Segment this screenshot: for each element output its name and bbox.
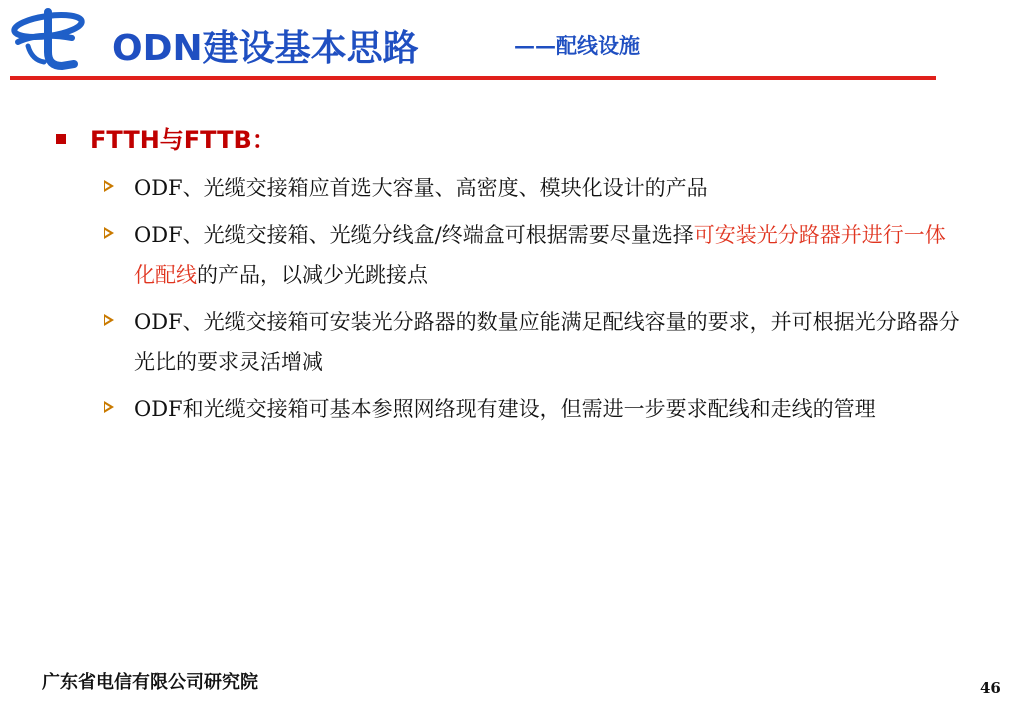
- footer-organization: 广东省电信有限公司研究院: [42, 672, 258, 693]
- list-item-text: ODF、光缆交接箱可安装光分路器的数量应能满足配线容量的要求，并可根据光分路器分光比的要求灵活增减: [134, 310, 960, 374]
- list-item-text-start: ODF、光缆交接箱、光缆分线盒/终端盒可根据需要尽量选择: [134, 223, 694, 247]
- list-item-text: [134, 215, 964, 295]
- arrow-bullet-icon: [104, 227, 114, 239]
- arrow-bullet-icon: [104, 401, 114, 413]
- arrow-bullet-icon: [104, 180, 114, 192]
- title-underline: [10, 76, 936, 80]
- square-bullet-icon: [56, 134, 66, 144]
- arrow-bullet-icon: [104, 314, 114, 326]
- list-item-text: ODF和光缆交接箱可基本参照网络现有建设，但需进一步要求配线和走线的管理: [134, 397, 876, 421]
- bullet-list: [104, 168, 964, 436]
- section-heading-text: FTTH与FTTB：: [90, 126, 276, 154]
- list-item: [104, 389, 964, 429]
- page-subtitle: ——配线设施: [514, 33, 640, 58]
- list-item: [104, 302, 964, 382]
- list-item: [104, 215, 964, 295]
- list-item: [104, 168, 964, 208]
- page-title: ODN建设基本思路: [112, 28, 419, 69]
- highlighted-text: 可安装光分路器并进行一体化配线: [134, 223, 946, 287]
- page-number: 46: [980, 679, 1001, 697]
- china-telecom-logo-icon: [8, 2, 90, 74]
- list-item-text-end: 的产品，以减少光跳接点: [197, 263, 428, 287]
- list-item-text: ODF、光缆交接箱应首选大容量、高密度、模块化设计的产品: [134, 176, 708, 200]
